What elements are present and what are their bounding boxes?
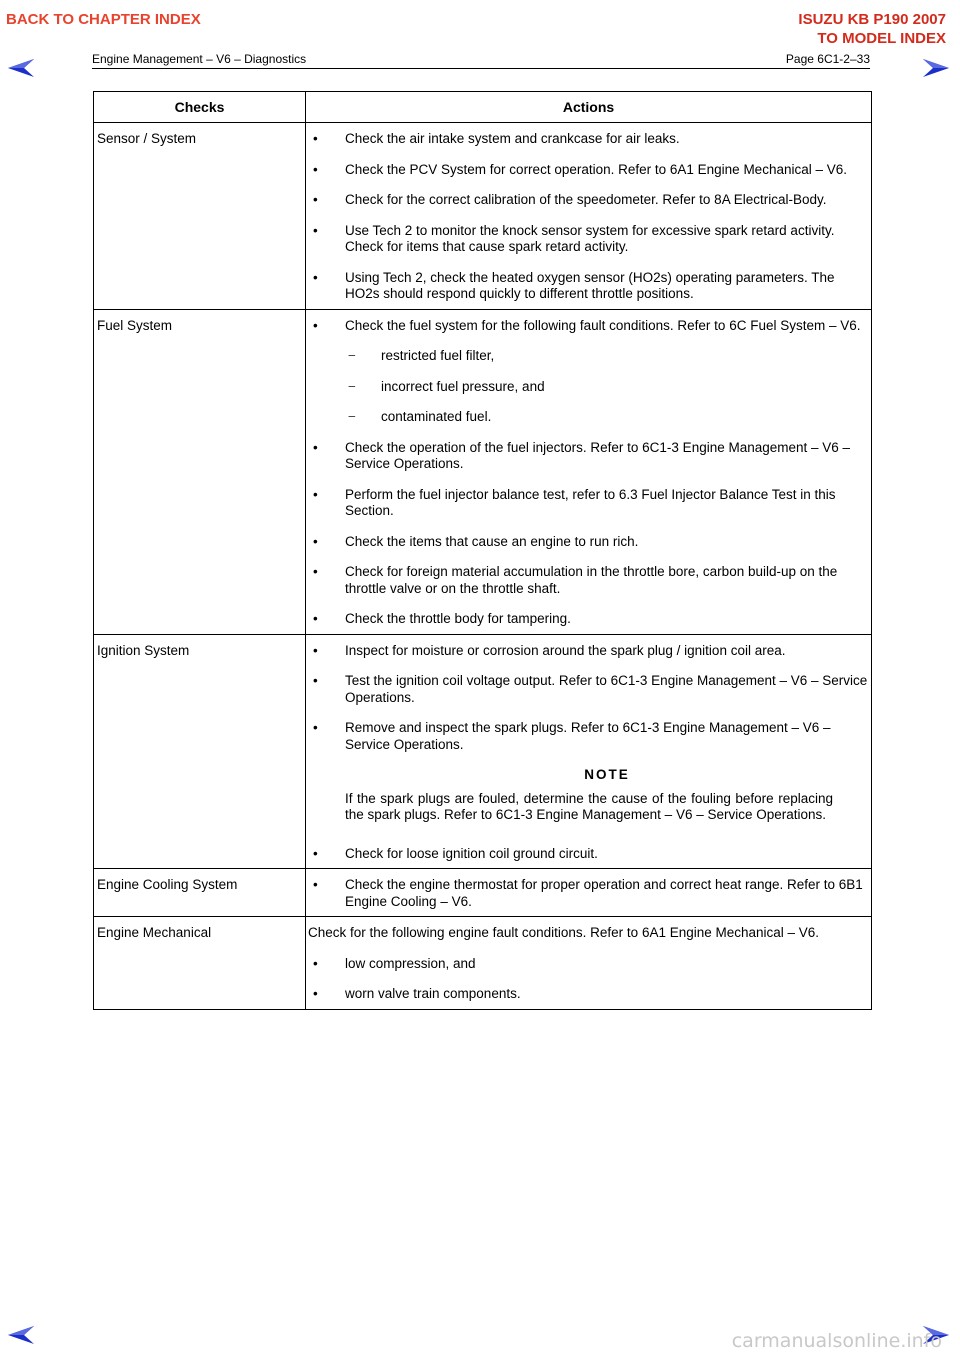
watermark: carmanualsonline.info bbox=[731, 1330, 942, 1352]
bullet-icon: • bbox=[313, 642, 318, 658]
bullet-icon: • bbox=[313, 955, 318, 971]
bullet-icon: • bbox=[313, 439, 318, 455]
actions-cell bbox=[306, 634, 872, 869]
action-item: • Check for the correct calibration of the speedometer. Refer to 8A Electrical-Body. bbox=[313, 192, 827, 207]
action-item: • Use Tech 2 to monitor the knock sensor system for excessive spark retard activity. Check for items that cause spark retard activity. bbox=[313, 222, 835, 254]
bullet-icon: • bbox=[313, 486, 318, 502]
arrow-left-icon[interactable] bbox=[6, 1324, 36, 1346]
action-item: • Using Tech 2, check the heated oxygen sensor (HO2s) operating parameters. The HO2s should respond quickly to different throttle positions. bbox=[313, 269, 835, 301]
bullet-icon: • bbox=[313, 845, 318, 861]
action-item: • Check the engine thermostat for proper operation and correct heat range. Refer to 6B1 Engine Cooling – V6. bbox=[313, 877, 863, 909]
check-cell bbox=[94, 309, 306, 634]
bullet-icon: • bbox=[313, 317, 318, 333]
note-title: NOTE bbox=[584, 767, 630, 782]
action-item: • Check the items that cause an engine to run rich. bbox=[313, 533, 639, 549]
actions-column-header: Actions bbox=[306, 92, 872, 123]
action-item: • Check the PCV System for correct operation. Refer to 6A1 Engine Mechanical – V6. bbox=[313, 161, 847, 177]
bullet-icon: • bbox=[313, 161, 318, 177]
action-item: • Check the throttle body for tampering. bbox=[313, 611, 571, 626]
action-item: • Test the ignition coil voltage output. Refer to 6C1-3 Engine Management – V6 – Service Operations. bbox=[313, 673, 868, 705]
action-item: • Check for loose ignition coil ground circuit. bbox=[313, 845, 598, 861]
back-to-chapter-index-link[interactable]: BACK TO CHAPTER INDEX bbox=[6, 11, 201, 28]
check-cell bbox=[94, 634, 306, 869]
arrow-right-icon[interactable] bbox=[921, 57, 951, 79]
bullet-icon: • bbox=[313, 533, 318, 549]
bullet-icon: • bbox=[313, 222, 318, 238]
bullet-icon: • bbox=[313, 877, 318, 892]
checks-column-header: Checks bbox=[94, 92, 306, 123]
check-label: Sensor / System bbox=[97, 131, 197, 146]
action-item: • Check the air intake system and crankcase for air leaks. bbox=[313, 131, 680, 146]
bullet-icon: • bbox=[313, 192, 318, 207]
page-number: Page 6C1-2–33 bbox=[785, 52, 870, 66]
note-text: If the spark plugs are fouled, determine the cause of the fouling before replacing the spark plugs. Refer to 6C1-3 Engine Management – V6 – Service Operations. bbox=[345, 790, 833, 822]
sub-item: − restricted fuel filter, bbox=[348, 348, 495, 363]
dash-icon: − bbox=[348, 348, 356, 363]
actions-cell bbox=[306, 917, 872, 1010]
checks-actions-table bbox=[93, 91, 872, 1010]
check-label: Fuel System bbox=[97, 317, 173, 333]
table-row bbox=[94, 917, 872, 1010]
action-item: • low compression, and bbox=[313, 955, 476, 971]
bullet-icon: • bbox=[313, 564, 318, 579]
check-label: Ignition System bbox=[97, 642, 190, 658]
action-item: • Perform the fuel injector balance test, refer to 6.3 Fuel Injector Balance Test in this Section. bbox=[313, 486, 836, 518]
to-model-index-link[interactable]: TO MODEL INDEX bbox=[817, 30, 946, 47]
section-title: Engine Management – V6 – Diagnostics bbox=[92, 52, 307, 66]
actions-cell bbox=[306, 123, 872, 310]
header-rule bbox=[92, 68, 870, 69]
action-item: • worn valve train components. bbox=[313, 986, 521, 1001]
dash-icon: − bbox=[348, 378, 356, 394]
actions-cell bbox=[306, 869, 872, 917]
check-label: Engine Cooling System bbox=[97, 877, 238, 892]
action-lead-text: Check for the following engine fault conditions. Refer to 6A1 Engine Mechanical – V6. bbox=[308, 925, 820, 940]
check-cell bbox=[94, 917, 306, 1010]
check-cell bbox=[94, 123, 306, 310]
sub-item: − incorrect fuel pressure, and bbox=[348, 378, 545, 394]
bullet-icon: • bbox=[313, 720, 318, 735]
action-item: • Check the operation of the fuel injectors. Refer to 6C1-3 Engine Management – V6 – Service Operations. bbox=[313, 439, 851, 471]
model-title-link[interactable]: ISUZU KB P190 2007 bbox=[798, 11, 946, 28]
action-item: • Inspect for moisture or corrosion around the spark plug / ignition coil area. bbox=[313, 642, 786, 658]
sub-item: − contaminated fuel. bbox=[348, 409, 492, 424]
bullet-icon: • bbox=[313, 673, 318, 688]
bullet-icon: • bbox=[313, 269, 318, 285]
action-item: • Remove and inspect the spark plugs. Refer to 6C1-3 Engine Management – V6 – Service Operations. bbox=[313, 720, 831, 752]
table-row bbox=[94, 123, 872, 310]
table-row bbox=[94, 309, 872, 634]
action-item: • Check the fuel system for the following fault conditions. Refer to 6C Fuel System – V6. bbox=[313, 317, 861, 333]
dash-icon: − bbox=[348, 409, 356, 424]
bullet-icon: • bbox=[313, 131, 318, 146]
table-header-row bbox=[94, 92, 872, 123]
bullet-icon: • bbox=[313, 986, 318, 1001]
check-label: Engine Mechanical bbox=[97, 925, 212, 940]
action-item: • Check for foreign material accumulation in the throttle bore, carbon build-up on the throttle valve or on the throttle shaft. bbox=[313, 564, 838, 596]
table-row bbox=[94, 869, 872, 917]
table-row bbox=[94, 634, 872, 869]
arrow-left-icon[interactable] bbox=[6, 57, 36, 79]
actions-cell bbox=[306, 309, 872, 634]
bullet-icon: • bbox=[313, 611, 318, 626]
check-cell bbox=[94, 869, 306, 917]
